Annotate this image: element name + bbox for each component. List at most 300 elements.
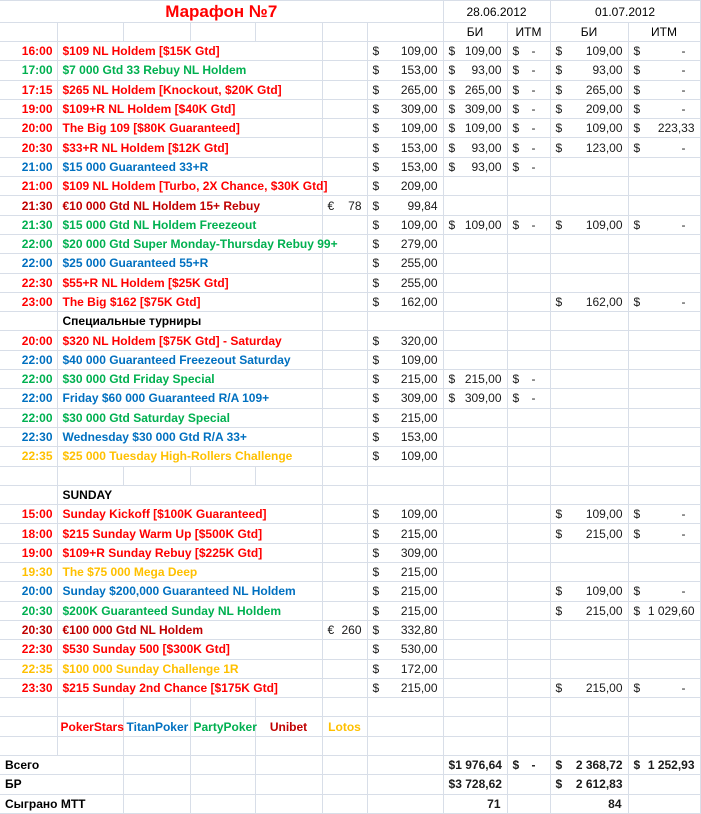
cell-bi-1[interactable]: [443, 408, 507, 427]
cell-bi-2[interactable]: [550, 42, 628, 61]
cell-time[interactable]: 16:00: [0, 42, 57, 61]
cell-eur[interactable]: [322, 99, 367, 118]
cell-price[interactable]: [367, 543, 443, 562]
total-bi-1[interactable]: 71: [443, 794, 507, 813]
empty-cell[interactable]: [507, 736, 550, 755]
cell-time[interactable]: 15:00: [0, 505, 57, 524]
cell-eur[interactable]: [322, 678, 367, 697]
cell-itm-2[interactable]: [628, 582, 700, 601]
cell-itm-1[interactable]: [507, 254, 550, 273]
cell-itm-2[interactable]: [628, 119, 700, 138]
cell-tournament-name[interactable]: €10 000 Gtd NL Holdem 15+ Rebuy: [57, 196, 322, 215]
empty-cell[interactable]: [123, 698, 190, 717]
cell-bi-2[interactable]: [550, 350, 628, 369]
cell-bi-2[interactable]: [550, 659, 628, 678]
empty-cell[interactable]: [255, 466, 322, 485]
cell-itm-2[interactable]: [628, 620, 700, 639]
cell-itm-2[interactable]: [628, 215, 700, 234]
cell-eur[interactable]: [322, 331, 367, 350]
cell-eur[interactable]: [322, 620, 367, 639]
cell-price[interactable]: [367, 196, 443, 215]
cell-itm-1[interactable]: [507, 196, 550, 215]
cell-bi-1[interactable]: [443, 42, 507, 61]
cell-bi-1[interactable]: [443, 234, 507, 253]
cell-bi-2[interactable]: [550, 292, 628, 311]
cell-time[interactable]: 23:00: [0, 292, 57, 311]
empty-cell[interactable]: [0, 717, 57, 736]
cell-itm-2[interactable]: [628, 678, 700, 697]
cell-itm-2[interactable]: [628, 408, 700, 427]
cell-itm-1[interactable]: [507, 524, 550, 543]
cell-itm-1[interactable]: [507, 389, 550, 408]
cell-tournament-name[interactable]: $215 Sunday Warm Up [$500K Gtd]: [57, 524, 322, 543]
cell-time[interactable]: 22:35: [0, 447, 57, 466]
cell-bi-2[interactable]: [550, 157, 628, 176]
cell-tournament-name[interactable]: $33+R NL Holdem [$12K Gtd]: [57, 138, 322, 157]
cell-bi-2[interactable]: [550, 524, 628, 543]
empty-cell[interactable]: [322, 23, 367, 42]
empty-cell[interactable]: [322, 736, 367, 755]
empty-cell[interactable]: [255, 794, 322, 813]
cell-tournament-name[interactable]: $30 000 Gtd Saturday Special: [57, 408, 322, 427]
cell-time[interactable]: 22:00: [0, 389, 57, 408]
empty-cell[interactable]: [322, 794, 367, 813]
cell-bi-2[interactable]: [550, 138, 628, 157]
cell-bi-2[interactable]: [550, 273, 628, 292]
empty-cell[interactable]: [628, 794, 700, 813]
cell-bi-1[interactable]: [443, 427, 507, 446]
total-itm-2[interactable]: [628, 775, 700, 794]
cell-price[interactable]: [367, 678, 443, 697]
empty-cell[interactable]: [0, 736, 57, 755]
subheader-bi-1[interactable]: БИ: [443, 23, 507, 42]
cell-bi-1[interactable]: [443, 215, 507, 234]
cell-eur[interactable]: [322, 447, 367, 466]
empty-cell[interactable]: [367, 755, 443, 774]
cell-itm-1[interactable]: [507, 61, 550, 80]
cell-itm-2[interactable]: [628, 312, 700, 331]
total-itm-1[interactable]: [507, 775, 550, 794]
brand-pokerstars[interactable]: PokerStars: [57, 717, 123, 736]
empty-cell[interactable]: [322, 755, 367, 774]
cell-bi-2[interactable]: [550, 427, 628, 446]
cell-price[interactable]: [367, 61, 443, 80]
cell-tournament-name[interactable]: $109 NL Holdem [$15K Gtd]: [57, 42, 322, 61]
empty-cell[interactable]: [190, 775, 255, 794]
empty-cell[interactable]: [550, 717, 628, 736]
cell-bi-2[interactable]: [550, 505, 628, 524]
empty-cell[interactable]: [190, 698, 255, 717]
cell-bi-1[interactable]: [443, 447, 507, 466]
cell-time[interactable]: 17:00: [0, 61, 57, 80]
cell-bi-1[interactable]: [443, 177, 507, 196]
cell-itm-1[interactable]: [507, 215, 550, 234]
cell-time[interactable]: 19:30: [0, 563, 57, 582]
cell-itm-1[interactable]: [507, 99, 550, 118]
total-bi-2[interactable]: [550, 775, 628, 794]
cell-itm-2[interactable]: [628, 273, 700, 292]
empty-cell[interactable]: [255, 23, 322, 42]
cell-bi-1[interactable]: [443, 99, 507, 118]
cell-bi-1[interactable]: [443, 157, 507, 176]
cell-bi-2[interactable]: [550, 620, 628, 639]
cell-eur[interactable]: [322, 312, 367, 331]
empty-cell[interactable]: [628, 736, 700, 755]
cell-price[interactable]: [367, 582, 443, 601]
subheader-bi-2[interactable]: БИ: [550, 23, 628, 42]
cell-itm-1[interactable]: [507, 292, 550, 311]
cell-eur[interactable]: [322, 273, 367, 292]
cell-bi-1[interactable]: [443, 61, 507, 80]
cell-time[interactable]: 22:30: [0, 640, 57, 659]
empty-cell[interactable]: [190, 794, 255, 813]
cell-bi-2[interactable]: [550, 196, 628, 215]
empty-cell[interactable]: [123, 755, 190, 774]
cell-itm-2[interactable]: [628, 177, 700, 196]
cell-bi-1[interactable]: [443, 331, 507, 350]
cell-bi-2[interactable]: [550, 408, 628, 427]
cell-eur[interactable]: [322, 177, 367, 196]
empty-cell[interactable]: [507, 466, 550, 485]
cell-itm-2[interactable]: [628, 563, 700, 582]
empty-cell[interactable]: [628, 466, 700, 485]
cell-time[interactable]: 22:00: [0, 234, 57, 253]
empty-cell[interactable]: [367, 23, 443, 42]
brand-lotos[interactable]: Lotos: [322, 717, 367, 736]
cell-tournament-name[interactable]: $25 000 Tuesday High-Rollers Challenge: [57, 447, 322, 466]
empty-cell[interactable]: [123, 23, 190, 42]
cell-time[interactable]: 20:00: [0, 119, 57, 138]
cell-itm-1[interactable]: [507, 447, 550, 466]
cell-price[interactable]: [367, 485, 443, 504]
empty-cell[interactable]: [255, 698, 322, 717]
empty-cell[interactable]: [57, 698, 123, 717]
cell-eur[interactable]: [322, 292, 367, 311]
cell-time[interactable]: [0, 312, 57, 331]
total-bi-2[interactable]: 84: [550, 794, 628, 813]
cell-itm-2[interactable]: [628, 370, 700, 389]
cell-itm-1[interactable]: [507, 640, 550, 659]
cell-bi-1[interactable]: [443, 678, 507, 697]
date-column-1[interactable]: 28.06.2012: [443, 1, 550, 23]
cell-eur[interactable]: [322, 196, 367, 215]
empty-cell[interactable]: [550, 698, 628, 717]
cell-bi-2[interactable]: [550, 61, 628, 80]
cell-itm-1[interactable]: [507, 427, 550, 446]
empty-cell[interactable]: [443, 698, 507, 717]
cell-price[interactable]: [367, 273, 443, 292]
cell-itm-1[interactable]: [507, 234, 550, 253]
cell-time[interactable]: 19:00: [0, 99, 57, 118]
cell-itm-2[interactable]: [628, 640, 700, 659]
cell-time[interactable]: 19:00: [0, 543, 57, 562]
cell-price[interactable]: [367, 234, 443, 253]
cell-time[interactable]: 21:30: [0, 196, 57, 215]
cell-tournament-name[interactable]: Sunday $200,000 Guaranteed NL Holdem: [57, 582, 322, 601]
cell-bi-1[interactable]: [443, 524, 507, 543]
cell-time[interactable]: 17:15: [0, 80, 57, 99]
cell-price[interactable]: [367, 408, 443, 427]
cell-time[interactable]: 22:00: [0, 370, 57, 389]
cell-tournament-name[interactable]: $320 NL Holdem [$75K Gtd] - Saturday: [57, 331, 322, 350]
cell-itm-1[interactable]: [507, 138, 550, 157]
cell-bi-2[interactable]: [550, 640, 628, 659]
cell-bi-2[interactable]: [550, 370, 628, 389]
cell-itm-2[interactable]: [628, 389, 700, 408]
cell-tournament-name[interactable]: The Big $162 [$75K Gtd]: [57, 292, 322, 311]
cell-tournament-name[interactable]: $40 000 Guaranteed Freezeout Saturday: [57, 350, 322, 369]
cell-eur[interactable]: [322, 659, 367, 678]
empty-cell[interactable]: [190, 736, 255, 755]
total-label[interactable]: Сыграно МТТ: [0, 794, 123, 813]
cell-time[interactable]: 20:30: [0, 601, 57, 620]
section-title[interactable]: Специальные турниры: [57, 312, 322, 331]
cell-bi-2[interactable]: [550, 312, 628, 331]
cell-price[interactable]: [367, 119, 443, 138]
cell-bi-2[interactable]: [550, 80, 628, 99]
cell-bi-1[interactable]: [443, 292, 507, 311]
empty-cell[interactable]: [0, 698, 57, 717]
cell-time[interactable]: 21:30: [0, 215, 57, 234]
cell-itm-2[interactable]: [628, 505, 700, 524]
empty-cell[interactable]: [367, 698, 443, 717]
cell-bi-2[interactable]: [550, 485, 628, 504]
cell-price[interactable]: [367, 312, 443, 331]
empty-cell[interactable]: [123, 794, 190, 813]
cell-itm-2[interactable]: [628, 659, 700, 678]
cell-eur[interactable]: [322, 505, 367, 524]
cell-time[interactable]: 18:00: [0, 524, 57, 543]
cell-time[interactable]: 21:00: [0, 157, 57, 176]
cell-tournament-name[interactable]: $109+R NL Holdem [$40K Gtd]: [57, 99, 322, 118]
cell-itm-1[interactable]: [507, 42, 550, 61]
cell-bi-1[interactable]: [443, 601, 507, 620]
cell-eur[interactable]: [322, 543, 367, 562]
empty-cell[interactable]: [367, 466, 443, 485]
total-itm-1[interactable]: [507, 755, 550, 774]
cell-price[interactable]: [367, 640, 443, 659]
empty-cell[interactable]: [443, 717, 507, 736]
cell-bi-1[interactable]: [443, 350, 507, 369]
cell-time[interactable]: 22:35: [0, 659, 57, 678]
empty-cell[interactable]: [0, 23, 57, 42]
empty-cell[interactable]: [123, 775, 190, 794]
cell-tournament-name[interactable]: Sunday Kickoff [$100K Guaranteed]: [57, 505, 322, 524]
cell-eur[interactable]: [322, 138, 367, 157]
brand-titanpoker[interactable]: TitanPoker: [123, 717, 190, 736]
cell-price[interactable]: [367, 659, 443, 678]
cell-eur[interactable]: [322, 524, 367, 543]
total-bi-1[interactable]: [443, 775, 507, 794]
cell-eur[interactable]: [322, 350, 367, 369]
cell-tournament-name[interactable]: $20 000 Gtd Super Monday-Thursday Rebuy 99+: [57, 234, 322, 253]
cell-price[interactable]: [367, 370, 443, 389]
empty-cell[interactable]: [255, 755, 322, 774]
cell-bi-1[interactable]: [443, 254, 507, 273]
cell-eur[interactable]: [322, 582, 367, 601]
cell-itm-1[interactable]: [507, 350, 550, 369]
cell-itm-1[interactable]: [507, 370, 550, 389]
cell-itm-1[interactable]: [507, 601, 550, 620]
brand-partypoker[interactable]: PartyPoker: [190, 717, 255, 736]
empty-cell[interactable]: [57, 736, 123, 755]
cell-time[interactable]: 20:30: [0, 138, 57, 157]
cell-itm-2[interactable]: [628, 447, 700, 466]
subheader-itm-2[interactable]: ИТМ: [628, 23, 700, 42]
cell-eur[interactable]: [322, 640, 367, 659]
cell-tournament-name[interactable]: $7 000 Gtd 33 Rebuy NL Holdem: [57, 61, 322, 80]
cell-price[interactable]: [367, 524, 443, 543]
cell-bi-2[interactable]: [550, 119, 628, 138]
cell-itm-2[interactable]: [628, 292, 700, 311]
cell-eur[interactable]: [322, 61, 367, 80]
cell-tournament-name[interactable]: Wednesday $30 000 Gtd R/A 33+: [57, 427, 322, 446]
cell-itm-1[interactable]: [507, 273, 550, 292]
cell-tournament-name[interactable]: $25 000 Guaranteed 55+R: [57, 254, 322, 273]
cell-itm-1[interactable]: [507, 582, 550, 601]
cell-bi-2[interactable]: [550, 331, 628, 350]
cell-eur[interactable]: [322, 80, 367, 99]
cell-itm-2[interactable]: [628, 196, 700, 215]
empty-cell[interactable]: [507, 794, 550, 813]
cell-eur[interactable]: [322, 157, 367, 176]
cell-itm-2[interactable]: [628, 80, 700, 99]
cell-tournament-name[interactable]: $100 000 Sunday Challenge 1R: [57, 659, 322, 678]
cell-itm-2[interactable]: [628, 427, 700, 446]
empty-cell[interactable]: [628, 717, 700, 736]
cell-eur[interactable]: [322, 254, 367, 273]
cell-bi-2[interactable]: [550, 234, 628, 253]
cell-price[interactable]: [367, 447, 443, 466]
empty-cell[interactable]: [190, 755, 255, 774]
cell-tournament-name[interactable]: $265 NL Holdem [Knockout, $20K Gtd]: [57, 80, 322, 99]
cell-itm-2[interactable]: [628, 61, 700, 80]
cell-eur[interactable]: [322, 389, 367, 408]
cell-price[interactable]: [367, 99, 443, 118]
cell-itm-1[interactable]: [507, 678, 550, 697]
cell-bi-1[interactable]: [443, 273, 507, 292]
cell-eur[interactable]: [322, 563, 367, 582]
empty-cell[interactable]: [322, 466, 367, 485]
empty-cell[interactable]: [255, 775, 322, 794]
cell-tournament-name[interactable]: The $75 000 Mega Deep: [57, 563, 322, 582]
empty-cell[interactable]: [322, 698, 367, 717]
total-label[interactable]: Всего: [0, 755, 123, 774]
cell-bi-2[interactable]: [550, 543, 628, 562]
total-itm-2[interactable]: [628, 755, 700, 774]
subheader-itm-1[interactable]: ИТМ: [507, 23, 550, 42]
cell-bi-1[interactable]: [443, 370, 507, 389]
cell-bi-1[interactable]: [443, 80, 507, 99]
cell-price[interactable]: [367, 42, 443, 61]
cell-bi-1[interactable]: [443, 563, 507, 582]
cell-itm-1[interactable]: [507, 563, 550, 582]
empty-cell[interactable]: [367, 736, 443, 755]
cell-price[interactable]: [367, 350, 443, 369]
cell-itm-2[interactable]: [628, 99, 700, 118]
cell-tournament-name[interactable]: $109+R Sunday Rebuy [$225K Gtd]: [57, 543, 322, 562]
cell-price[interactable]: [367, 601, 443, 620]
cell-tournament-name[interactable]: $55+R NL Holdem [$25K Gtd]: [57, 273, 322, 292]
cell-price[interactable]: [367, 177, 443, 196]
cell-itm-2[interactable]: [628, 234, 700, 253]
empty-cell[interactable]: [550, 466, 628, 485]
cell-price[interactable]: [367, 505, 443, 524]
cell-bi-1[interactable]: [443, 138, 507, 157]
cell-tournament-name[interactable]: $109 NL Holdem [Turbo, 2X Chance, $30K Gtd]: [57, 177, 322, 196]
cell-time[interactable]: 21:00: [0, 177, 57, 196]
empty-cell[interactable]: [123, 466, 190, 485]
cell-itm-1[interactable]: [507, 408, 550, 427]
empty-cell[interactable]: [367, 775, 443, 794]
cell-itm-2[interactable]: [628, 42, 700, 61]
cell-eur[interactable]: [322, 42, 367, 61]
cell-tournament-name[interactable]: The Big 109 [$80K Guaranteed]: [57, 119, 322, 138]
cell-time[interactable]: 20:00: [0, 582, 57, 601]
cell-price[interactable]: [367, 620, 443, 639]
cell-eur[interactable]: [322, 370, 367, 389]
cell-price[interactable]: [367, 138, 443, 157]
empty-cell[interactable]: [550, 736, 628, 755]
cell-price[interactable]: [367, 292, 443, 311]
cell-itm-2[interactable]: [628, 350, 700, 369]
cell-bi-2[interactable]: [550, 99, 628, 118]
empty-cell[interactable]: [322, 775, 367, 794]
cell-time[interactable]: [0, 485, 57, 504]
cell-itm-2[interactable]: [628, 543, 700, 562]
empty-cell[interactable]: [367, 717, 443, 736]
cell-price[interactable]: [367, 254, 443, 273]
cell-bi-1[interactable]: [443, 389, 507, 408]
cell-bi-1[interactable]: [443, 312, 507, 331]
total-bi-2[interactable]: [550, 755, 628, 774]
cell-itm-1[interactable]: [507, 177, 550, 196]
cell-price[interactable]: [367, 80, 443, 99]
cell-bi-1[interactable]: [443, 582, 507, 601]
cell-eur[interactable]: [322, 427, 367, 446]
cell-eur[interactable]: [322, 408, 367, 427]
empty-cell[interactable]: [190, 23, 255, 42]
cell-price[interactable]: [367, 563, 443, 582]
empty-cell[interactable]: [255, 736, 322, 755]
cell-price[interactable]: [367, 331, 443, 350]
section-title[interactable]: SUNDAY: [57, 485, 322, 504]
cell-itm-1[interactable]: [507, 119, 550, 138]
empty-cell[interactable]: [443, 736, 507, 755]
cell-itm-1[interactable]: [507, 80, 550, 99]
cell-tournament-name[interactable]: €100 000 Gtd NL Holdem: [57, 620, 322, 639]
cell-tournament-name[interactable]: $215 Sunday 2nd Chance [$175K Gtd]: [57, 678, 322, 697]
cell-itm-1[interactable]: [507, 312, 550, 331]
cell-eur[interactable]: [322, 601, 367, 620]
cell-tournament-name[interactable]: Friday $60 000 Guaranteed R/A 109+: [57, 389, 322, 408]
cell-itm-2[interactable]: [628, 157, 700, 176]
cell-bi-2[interactable]: [550, 215, 628, 234]
empty-cell[interactable]: [57, 23, 123, 42]
cell-bi-1[interactable]: [443, 196, 507, 215]
cell-time[interactable]: 22:30: [0, 273, 57, 292]
cell-bi-2[interactable]: [550, 389, 628, 408]
empty-cell[interactable]: [190, 466, 255, 485]
cell-itm-1[interactable]: [507, 485, 550, 504]
cell-price[interactable]: [367, 427, 443, 446]
cell-itm-2[interactable]: [628, 254, 700, 273]
cell-time[interactable]: 20:30: [0, 620, 57, 639]
cell-eur[interactable]: [322, 215, 367, 234]
cell-bi-2[interactable]: [550, 601, 628, 620]
cell-bi-1[interactable]: [443, 659, 507, 678]
cell-time[interactable]: 22:00: [0, 254, 57, 273]
